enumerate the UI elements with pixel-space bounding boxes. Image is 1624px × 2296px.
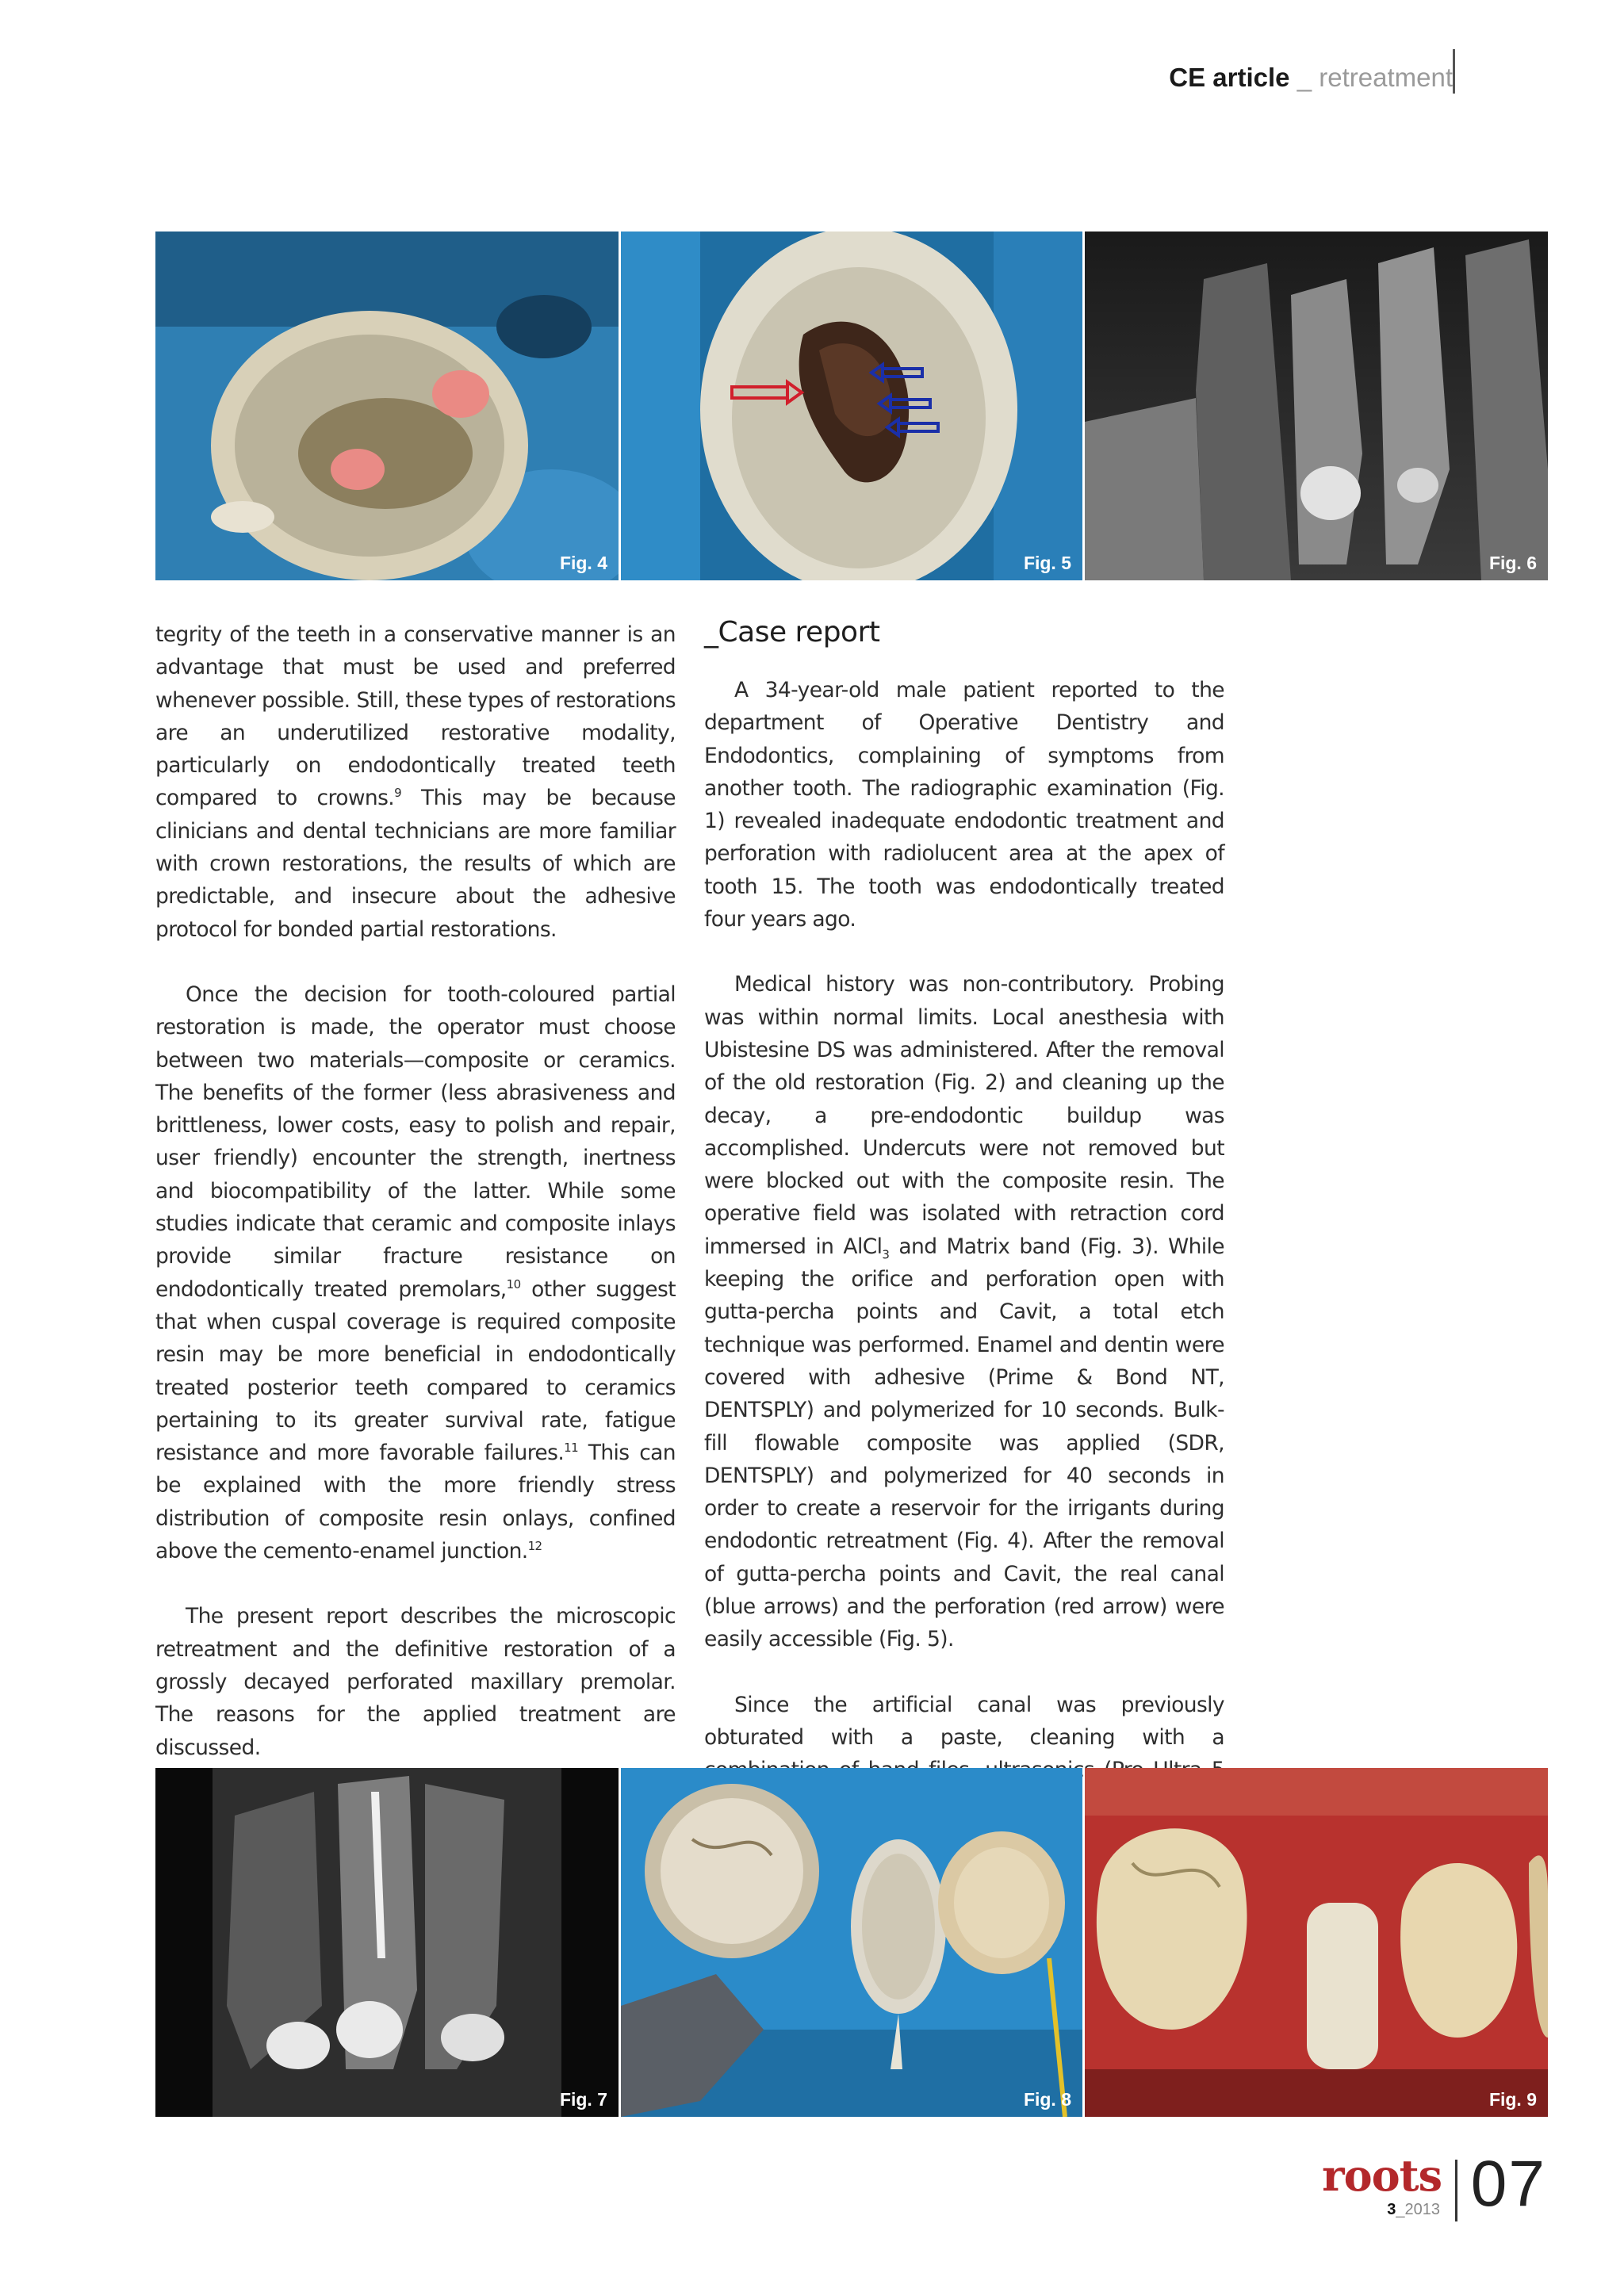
left-p2a-text: Once the decision for tooth-coloured partial restoration is made, the operator must choose between two materials—composite or ceramics. The benefits of the former (less abrasiveness and brittleness, lower costs, easy to polish and repair, user friendly) encounter the strength, inertness and biocompatibility of the latter. While some studies indicate that ceramic and composite inlays provide similar fracture resistance on endodontically treated premolars,: [155, 982, 676, 1302]
page-footer: [1308, 2148, 1546, 2225]
figure-8-label: Fig. 8: [1023, 2089, 1071, 2110]
roots-logo: roots: [1322, 2150, 1442, 2201]
figure-7: [155, 1768, 619, 2117]
issue-year: _2013: [1396, 2201, 1440, 2218]
subscript-3: 3: [882, 1247, 890, 1262]
left-paragraph-2: [155, 978, 676, 1567]
running-header: [1169, 62, 1453, 94]
figure-9: [1085, 1768, 1548, 2117]
figure-9-label: Fig. 9: [1488, 2089, 1537, 2110]
right-p2b-text: and Matrix band (Fig. 3). While keeping the orifice and perforation open with gutta-percha points and Cavit, a total etch technique was performed. Enamel and dentin were covered with adhesive (Prime & Bond NT, DENTSPLY) and polymerized for 10 seconds. Bulk-fill flowable composite was applied (SDR, DENTSPLY) and polymerized for 40 seconds in order to create a reservoir for the irrigants during endodontic retreatment (Fig. 4). After the removal of gutta-percha points and Cavit, the real canal (blue arrows) and the perforation (red arrow) were easily accessible (Fig. 5).: [704, 1234, 1224, 1652]
figure-5: [621, 232, 1082, 580]
ref-12: 12: [527, 1539, 542, 1554]
right-p2a-text: Medical history was non-contributory. Probing was within normal limits. Local anesthesia with Ubistesine DS was administered. After the removal of the old restoration (Fig. 2) and cleaning up the decay, a pre-endodontic buildup was accomplished. Undercuts were not removed but were blocked out with the composite resin. The operative field was isolated with retraction cord immersed in AlCl: [704, 972, 1224, 1259]
section-title: _Case report: [704, 616, 880, 649]
figure-7-label: Fig. 7: [559, 2089, 607, 2110]
left-p1b-text: This may be because clinicians and dental technicians are more familiar with crown restorations, the results of which are predictable, and insecure about the adhesive protocol for bonded partial restorations.: [155, 786, 676, 942]
issue-label: [1387, 2201, 1440, 2219]
figure-4: [155, 232, 619, 580]
issue-number: 3: [1387, 2201, 1396, 2218]
figure-5-label: Fig. 5: [1023, 553, 1071, 573]
tooth-access-cavity-photo-icon: [621, 232, 1082, 580]
figure-6-label: Fig. 6: [1488, 553, 1537, 573]
left-text-column: [155, 618, 676, 1797]
tooth-occlusal-photo-icon: [155, 232, 619, 580]
header-topic: retreatment: [1319, 63, 1453, 92]
radiograph-icon: [155, 1768, 619, 2117]
left-paragraph-3: The present report describes the microscopic retreatment and the definitive restoration of a grossly decayed perforated maxillary premolar. The reasons for the applied treatment are discussed.: [155, 1604, 676, 1760]
footer-divider: [1455, 2160, 1457, 2221]
tooth-restoration-photo-icon: [621, 1768, 1082, 2117]
header-divider: [1453, 49, 1455, 94]
right-paragraph-1: A 34-year-old male patient reported to the department of Operative Dentistry and Endodontics, complaining of symptoms from another tooth. The radiographic examination (Fig. 1) revealed inadequate endodontic treatment and perforation with radiolucent area at the apex of tooth 15. The tooth was endodontically treated four years ago.: [704, 678, 1224, 932]
figure-4-label: Fig. 4: [559, 553, 607, 573]
left-p1-text: tegrity of the teeth in a conservative manner is an advantage that must be used and preferred whenever possible. Still, these types of restorations are an underutilized restorative modality, particularly on endodontically treated teeth compared to crowns.: [155, 622, 676, 811]
left-p2b-text: other suggest that when cuspal coverage is required composite resin may be more beneficial in endodontically treated posterior teeth compared to ceramics pertaining to its greater survival rate, fatigue resistance and more favorable failures.: [155, 1276, 676, 1466]
right-paragraph-2: [704, 968, 1224, 1655]
ref-10: 10: [506, 1276, 521, 1292]
right-paragraph-3: Since the artificial canal was previously obturated with a paste, cleaning with a: [704, 1692, 1224, 1750]
left-p2c-text: This can be explained with the more friendly stress distribution of composite resin onlays, confined above the cemento-enamel junction.: [155, 1441, 676, 1564]
tooth-gingiva-photo-icon: [1085, 1768, 1548, 2117]
radiograph-icon: [1085, 232, 1548, 580]
page-number: 07: [1470, 2148, 1546, 2220]
ref-11: 11: [564, 1441, 579, 1456]
figure-8: [621, 1768, 1082, 2117]
right-text-column: [704, 618, 1224, 1885]
header-separator: _: [1289, 63, 1320, 92]
figure-6: [1085, 232, 1548, 580]
header-section: CE article: [1169, 63, 1290, 92]
left-paragraph-1: [155, 618, 676, 946]
ref-9: 9: [394, 786, 402, 801]
